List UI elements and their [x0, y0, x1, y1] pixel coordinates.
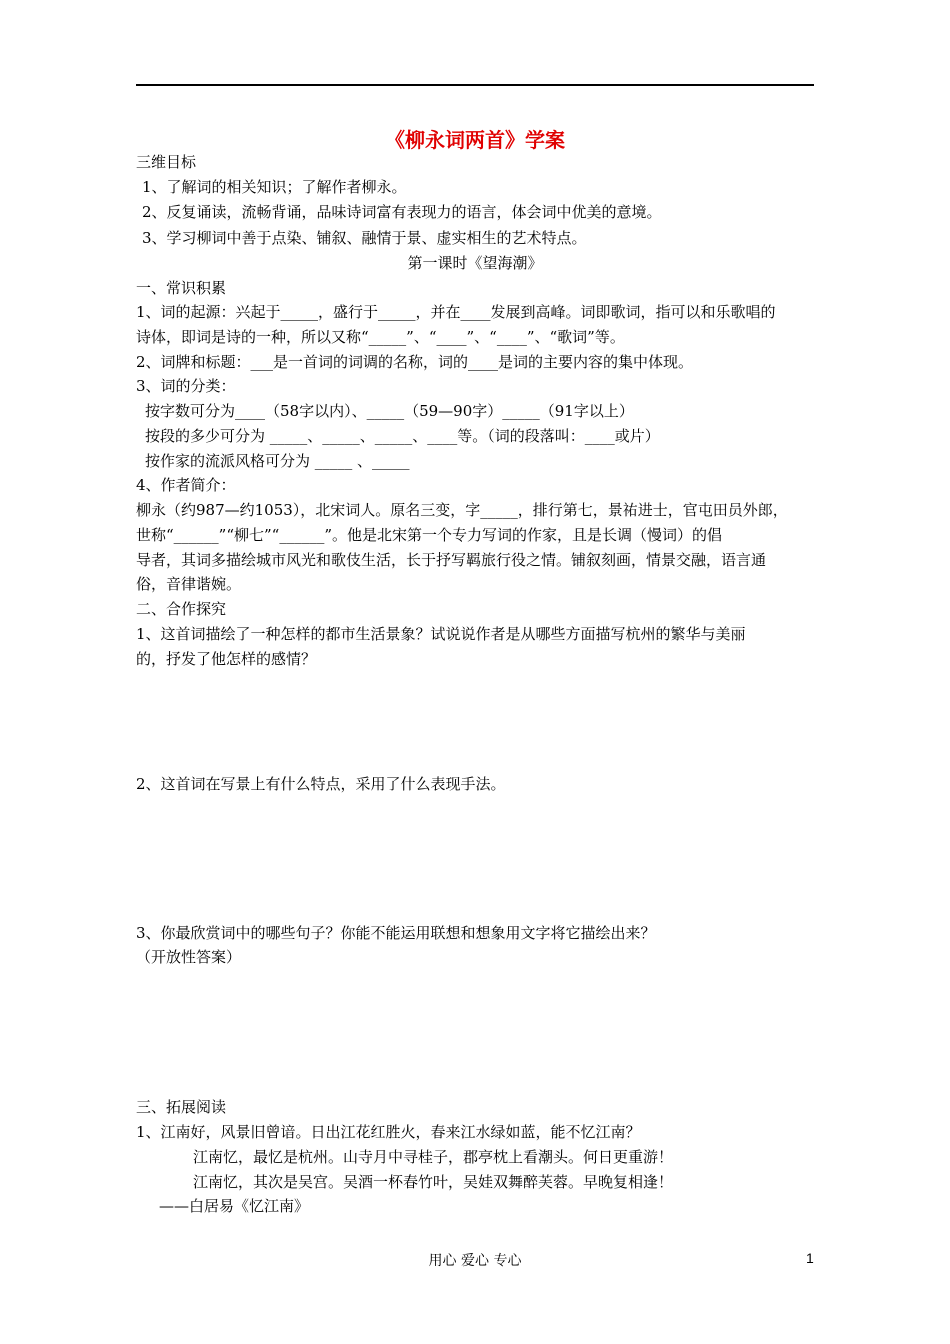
poem-line: 江南忆，最忆是杭州。山寺月中寻桂子，郡亭枕上看潮头。何日更重游！	[193, 1148, 674, 1166]
page-title: 《柳永词两首》学案	[385, 128, 565, 152]
section1-line: 世称“______”“柳七”“______”。他是北宋第一个专力写词的作家，且是长调（慢词）的倡	[136, 526, 723, 544]
section1-line: 1、词的起源：兴起于_____，盛行于_____，并在____发展到高峰。词即歌词，指可以和乐歌唱的	[136, 303, 776, 321]
objective-item: 2、反复诵读，流畅背诵，品味诗词富有表现力的语言，体会词中优美的意境。	[142, 203, 662, 221]
objective-item: 1、了解词的相关知识；了解作者柳永。	[142, 178, 407, 196]
objective-item: 3、学习柳词中善于点染、铺叙、融情于景、虚实相生的艺术特点。	[142, 229, 587, 247]
section1-line: 俗，音律谐婉。	[136, 575, 242, 593]
poem-line: 江南忆，其次是吴宫。吴酒一杯春竹叶，吴娃双舞醉芙蓉。早晚复相逢！	[193, 1173, 674, 1191]
question-3: 3、你最欣赏词中的哪些句子？你能不能运用联想和想象用文字将它描绘出来？	[136, 924, 656, 942]
section1-line: 导者，其词多描绘城市风光和歌伎生活，长于抒写羁旅行役之情。铺叙刻画，情景交融，语言通	[136, 551, 767, 569]
section1-line: 诗体，即词是诗的一种，所以又称“_____”、“____”、“____”、“歌词”等。	[136, 328, 625, 346]
header-rule	[136, 84, 814, 86]
section1-line: 2、词牌和标题：___是一首词的词调的名称，词的____是词的主要内容的集中体现。	[136, 353, 694, 371]
question-3-note: （开放性答案）	[136, 948, 242, 966]
section1-line: 4、作者简介：	[136, 476, 236, 494]
question-1: 1、这首词描绘了一种怎样的都市生活景象？试说说作者是从哪些方面描写杭州的繁华与美丽	[136, 625, 746, 643]
poem-line: 1、江南好，风景旧曾谙。日出江花红胜火，春来江水绿如蓝，能不忆江南？	[136, 1123, 641, 1141]
section1-line: 按作家的流派风格可分为 _____ 、_____	[145, 452, 410, 470]
section1-line: 3、词的分类：	[136, 377, 236, 395]
section1-line: 按字数可分为____（58字以内）、_____（59—90字）_____（91字以上）	[145, 402, 634, 420]
section3-heading: 三、拓展阅读	[136, 1098, 227, 1116]
question-1-cont: 的，抒发了他怎样的感情？	[136, 650, 317, 668]
question-2: 2、这首词在写景上有什么特点，采用了什么表现手法。	[136, 775, 506, 793]
objectives-heading: 三维目标	[136, 153, 197, 171]
section1-line: 柳永（约987—约1053），北宋词人。原名三变，字_____，排行第七，景祐进士，官屯田员外郎，	[136, 501, 788, 519]
section1-line: 按段的多少可分为 _____、_____、_____、____等。（词的段落叫：____或片）	[145, 427, 660, 445]
poem-attribution: ——白居易《忆江南》	[159, 1197, 310, 1215]
footer-motto: 用心 爱心 专心	[428, 1253, 522, 1269]
page-number: 1	[806, 1250, 814, 1266]
lesson-heading: 第一课时《望海潮》	[407, 254, 543, 272]
section1-heading: 一、常识积累	[136, 279, 227, 297]
section2-heading: 二、合作探究	[136, 600, 227, 618]
